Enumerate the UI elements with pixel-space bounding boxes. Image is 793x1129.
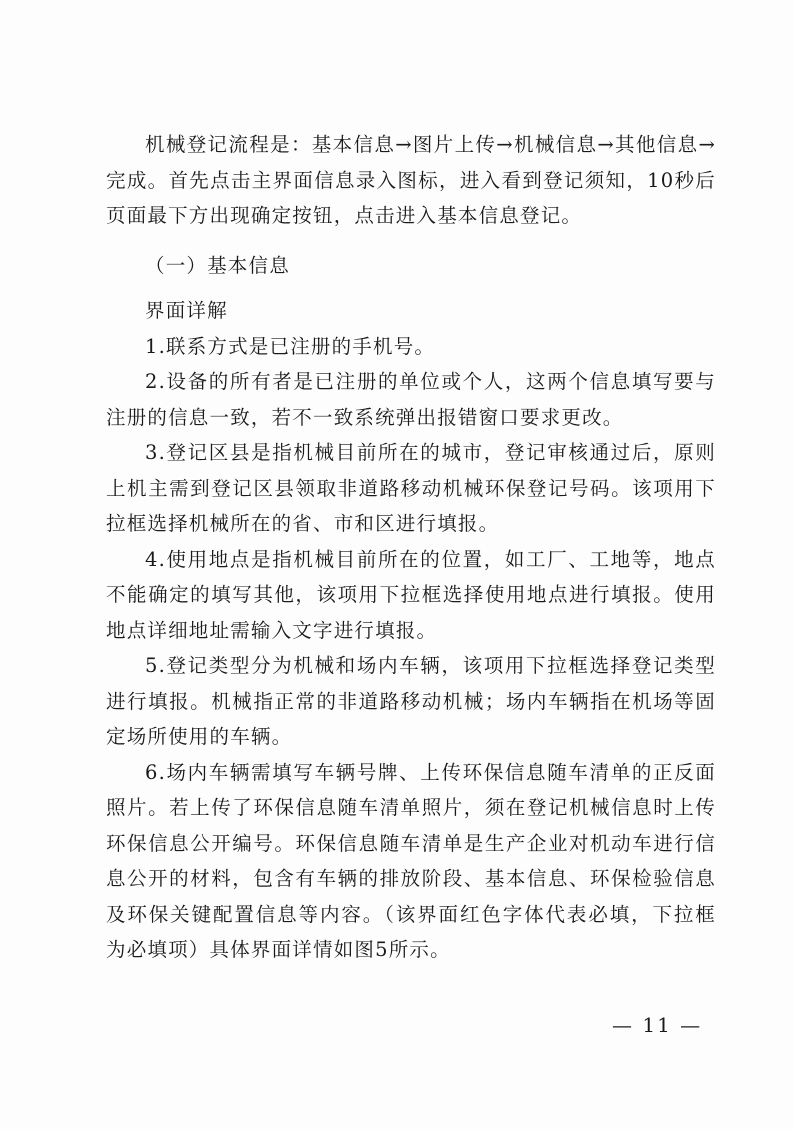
page-number: — 11 — xyxy=(612,1013,703,1037)
list-item: 2.设备的所有者是已注册的单位或个人，这两个信息填写要与注册的信息一致，若不一致系统弹出报错窗口要求更改。 xyxy=(106,370,716,429)
list-item: 3.登记区县是指机械目前所在的城市，登记审核通过后，原则上机主需到登记区县领取非道路移动机械环保登记号码。该项用下拉框选择机械所在的省、市和区进行填报。 xyxy=(106,441,716,535)
list-item: 5.登记类型分为机械和场内车辆，该项用下拉框选择登记类型进行填报。机械指正常的非道路移动机械；场内车辆指在机场等固定场所使用的车辆。 xyxy=(106,654,716,748)
document-body xyxy=(106,127,716,968)
list-item: 1.联系方式是已注册的手机号。 xyxy=(145,334,436,358)
section-title: （一）基本信息 xyxy=(145,253,290,277)
list-item: 6.场内车辆需填写车辆号牌、上传环保信息随车清单的正反面照片。若上传了环保信息随车清单照片，须在登记机械信息时上传环保信息公开编号。环保信息随车清单是生产企业对机动车进行信息公开的材料，包含有车辆的排放阶段、基本信息、环保检验信息及环保关键配置信息等内容。（该界面红色字体代表必填，下拉框为必填项）具体界面详情如图5所示。 xyxy=(106,760,716,961)
intro-paragraph: 机械登记流程是：基本信息→图片上传→机械信息→其他信息→完成。首先点击主界面信息录入图标，进入看到登记须知，10秒后页面最下方出现确定按钮，点击进入基本信息登记。 xyxy=(106,133,716,227)
list-item: 4.使用地点是指机械目前所在的位置，如工厂、工地等，地点不能确定的填写其他，该项用下拉框选择使用地点进行填报。使用地点详细地址需输入文字进行填报。 xyxy=(106,547,716,642)
subsection-title: 界面详解 xyxy=(145,299,228,322)
